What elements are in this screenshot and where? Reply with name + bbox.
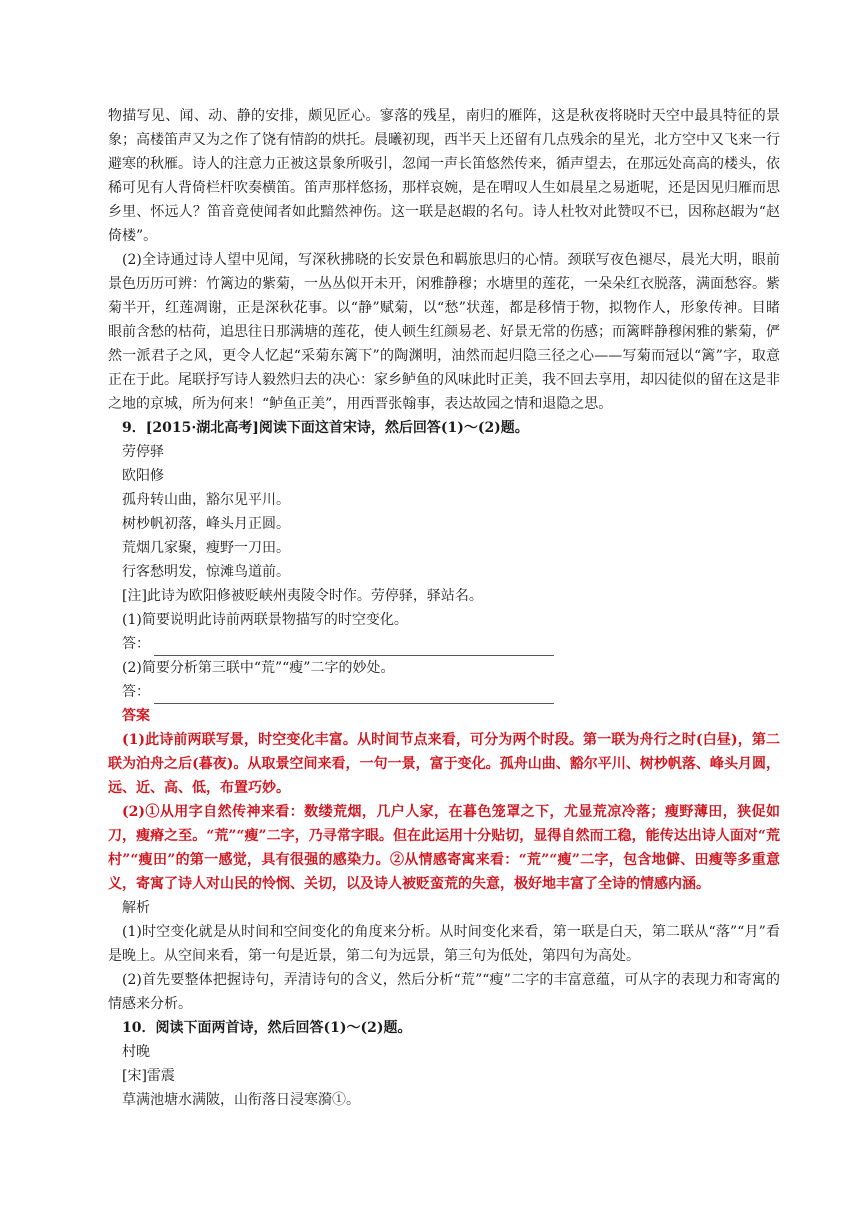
- answer-prefix-2: 答：: [122, 684, 150, 700]
- para-2-text: (2)全诗通过诗人望中见闻，写深秋拂晓的长安景色和羁旅思归的心情。颈联写夜色褪尽，晨光大明，眼前景色历历可辨：竹篱边的紫菊，一丛丛似开未开，闲雅静穆；水塘里的莲花，一朵朵红衣脱落，满面愁容。紫菊半开，红莲凋谢，正是深秋花事。以“静”赋菊，以“愁”状莲，都是移情于物，拟物作人，形象传神。目睹眼前含愁的枯荷，追思往日那满塘的莲花，使人顿生红颜易老、好景无常的伤感；而篱畔静穆闲雅的紫菊，俨然一派君子之风，更令人忆起“采菊东篱下”的陶渊明，油然而起归隐三径之心——写菊而冠以“篱”字，取意正在于此。尾联抒写诗人毅然归去的决心：家乡鲈鱼的风味此时正美，我不回去享用，却囚徒似的留在这是非之地的京城，所为何来！“鲈鱼正美”，用西晋张翰事，表达故园之情和退隐之思。: [108, 252, 780, 412]
- q9-heading: 9．[2015·湖北高考]阅读下面这首宋诗，然后回答(1)～(2)题。: [122, 420, 529, 436]
- analysis-label: 解析: [122, 900, 150, 916]
- answer-prefix-1: 答：: [122, 636, 150, 652]
- q9-sub-1: (1)简要说明此诗前两联景物描写的时空变化。: [122, 612, 408, 628]
- q9-poem-line-3: 荒烟几家聚，瘦野一刀田。: [122, 540, 290, 556]
- q10-poem-title: 村晚: [122, 1044, 150, 1060]
- answer-blank-2[interactable]: [154, 688, 554, 704]
- q9-note: [108, 584, 780, 608]
- q10-author: [宋]雷震: [122, 1068, 175, 1084]
- q9-poem-line-4: 行客愁明发，惊滩鸟道前。: [122, 564, 290, 580]
- answer-1: (1)此诗前两联写景，时空变化丰富。从时间节点来看，可分为两个时段。第一联为舟行之时(白昼)，第二联为泊舟之后(暮夜)。从取景空间来看，一句一景，富于变化。孤舟山曲、豁尔平川、树杪帆落、峰头月圆，远、近、高、低，布置巧妙。: [108, 732, 780, 796]
- analysis-2: (2)首先要整体把握诗句，弄清诗句的含义，然后分析“荒”“瘦”二字的丰富意蕴，可从字的表现力和寄寓的情感来分析。: [108, 972, 780, 1012]
- analysis-1: (1)时空变化就是从时间和空间变化的角度来分析。从时间变化来看，第一联是白天，第二联从“落”“月”看是晚上。从空间来看，第一句是近景，第二句为远景，第三句为低处，第四句为高处。: [108, 924, 780, 964]
- intro-text: 物描写见、闻、动、静的安排，颇见匠心。寥落的残星，南归的雁阵，这是秋夜将晓时天空中最具特征的景象；高楼笛声又为之作了饶有情韵的烘托。晨曦初现，西半天上还留有几点残余的星光，北方空中又飞来一行避寒的秋雁。诗人的注意力正被这景象所吸引，忽闻一声长笛悠然传来，循声望去，在那远处高高的楼头，依稀可见有人背倚栏杆吹奏横笛。笛声那样悠扬，那样哀婉，是在喟叹人生如晨星之易逝呢，还是因见归雁而思乡里、怀远人？笛音竟使闻者如此黯然神伤。这一联是赵嘏的名句。诗人杜牧对此赞叹不已，因称赵嘏为“赵倚楼”。: [108, 108, 780, 244]
- answer-blank-1[interactable]: [154, 640, 554, 656]
- q9-poem-line-1: 孤舟转山曲，豁尔见平川。: [122, 492, 290, 508]
- q9-poem-line-2: 树杪帆初落，峰头月正圆。: [122, 516, 290, 532]
- paragraph-2: [108, 248, 780, 416]
- q9-answer-line-1[interactable]: [108, 632, 780, 656]
- q10-poem-line-1: 草满池塘水满陂，山衔落日浸寒漪①。: [122, 1092, 360, 1108]
- q9-sub-2: (2)简要分析第三联中“荒”“瘦”二字的妙处。: [122, 660, 395, 676]
- q9-note-text: [注]此诗为欧阳修被贬峡州夷陵令时作。劳停驿，驿站名。: [122, 588, 483, 604]
- q9-poem-title: 劳停驿: [122, 444, 164, 460]
- answer-label: 答案: [122, 708, 150, 724]
- q10-heading: 10．阅读下面两首诗，然后回答(1)～(2)题。: [122, 1020, 412, 1036]
- answer-2: (2)①从用字自然传神来看：数缕荒烟，几户人家，在暮色笼罩之下，尤显荒凉冷落；瘦野薄田，狭促如刀，瘦瘠之至。“荒”“瘦”二字，乃寻常字眼。但在此运用十分贴切，显得自然而工稳，能传达出诗人面对“荒村”“瘦田”的第一感觉，具有很强的感染力。②从情感寄寓来看：“荒”“瘦”二字，包含地僻、田瘦等多重意义，寄寓了诗人对山民的怜悯、关切，以及诗人被贬蛮荒的失意，极好地丰富了全诗的情感内涵。: [108, 804, 780, 892]
- intro-paragraph: [108, 104, 780, 248]
- question-9: [108, 416, 780, 1112]
- q9-answer-line-2[interactable]: [108, 680, 780, 704]
- q9-author: 欧阳修: [122, 468, 164, 484]
